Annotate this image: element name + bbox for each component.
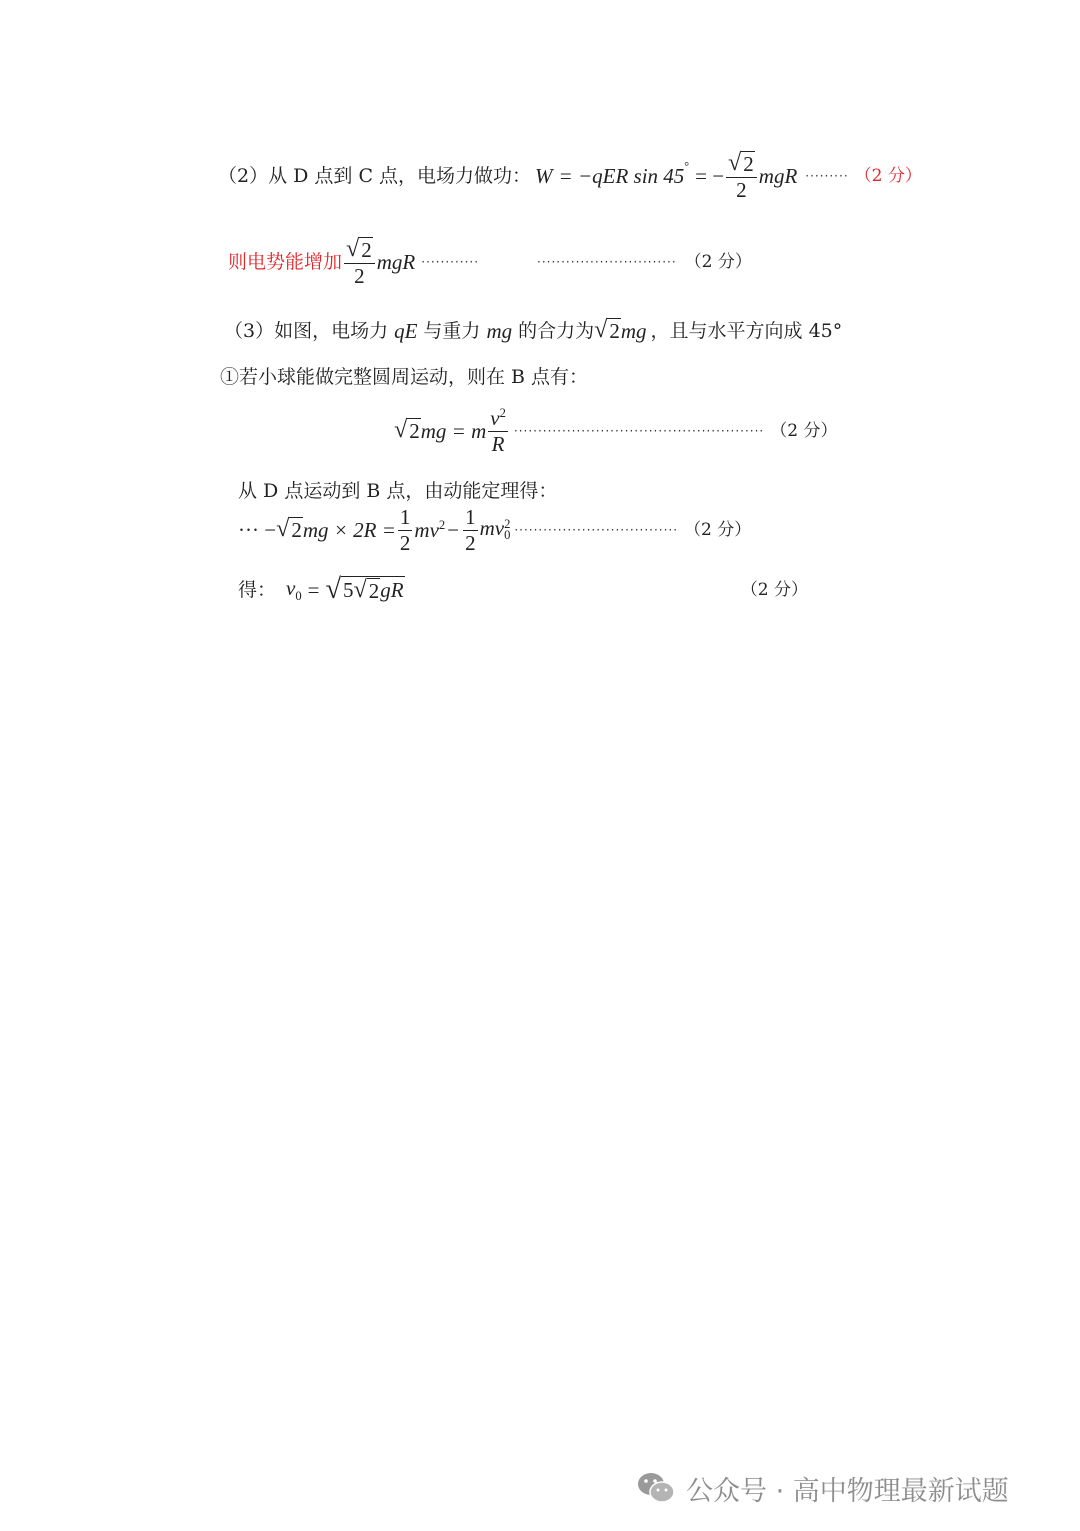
leader-dots: ············ [421,255,480,269]
sqrt-arg: 2 [361,237,372,262]
equation-lead: ··· − [238,517,277,542]
equation-at-B [394,402,837,460]
work-expression: = −qER sin 45 [558,163,685,188]
leader-dots: ····························· [537,255,677,269]
part2-intro: （2）从 D 点到 C 点，电场力做功： [218,164,532,187]
v2-over-R-fraction: $\frac{v^2}{R}$ [490,406,506,456]
minus-sign: − [447,517,460,542]
part3-line [224,316,842,346]
energy-equation [238,502,751,558]
leader-dots: ···················································· [513,424,765,438]
energy-intro-line [238,478,557,504]
energy-intro-text: 从 D 点运动到 B 点，由动能定理得： [238,479,558,502]
wechat-icon [636,1471,676,1505]
mg-term: mg [486,318,513,343]
leader-dots: ········· [805,169,849,183]
v0-symbol: $v_0$ [286,575,302,603]
score-label: （2 分） [684,519,752,540]
work-term: mg × 2R = [302,517,396,542]
score-label: （2 分） [770,420,838,441]
gR-term: gR [380,578,404,603]
result-label: 得： [238,578,277,601]
sqrt2-term: √ 2 [594,316,620,344]
coefficient-5: 5 [343,578,354,603]
equals-minus: = − [695,163,725,188]
kinetic-term: $mv^2$ [414,518,446,542]
centripetal-lhs: mg = m [420,418,487,443]
sqrt-arg: 2 [368,579,380,604]
half-fraction: $\frac{1}{2}$ [465,505,476,555]
potential-energy-line [228,232,752,292]
sqrt2-term: √ 2 [276,515,302,543]
initial-kinetic-term: mv 2 0 [479,516,511,543]
degree-sign: ° [684,159,690,173]
sqrt2-over-2-fraction: √ 2 2 [726,151,757,201]
qE-term: qE [394,318,418,343]
outer-sqrt: √ 5 √ 2 gR [325,573,404,605]
condition-line [220,364,588,390]
fraction-denominator: 2 [736,178,747,203]
score-label: （2 分） [684,251,752,272]
with-gravity-text: 与重力 [423,319,481,342]
leader-dots: ·································· [514,523,679,537]
mgR-term: mgR [376,249,416,274]
result-line [238,574,808,606]
watermark [636,1466,1009,1510]
watermark-text: 公众号 · 高中物理最新试题 [686,1475,1009,1507]
half-fraction: $\frac{1}{2}$ [399,505,411,555]
mg-term: mg [620,318,647,343]
fraction-denominator: 2 [354,264,365,289]
part2-line [218,146,922,206]
sqrt2-term: √ 2 [394,416,420,444]
equals-sign: = [307,577,320,602]
sqrt2-over-2-fraction: √ 2 2 [344,237,375,287]
condition-text: ①若小球能做完整圆周运动，则在 B 点有： [220,365,589,388]
part3-intro: （3）如图，电场力 [224,319,389,342]
angle-text: ，且与水平方向成 45° [650,319,843,342]
score-label: （2 分） [740,579,808,600]
score-label: （2 分） [854,165,922,186]
mgR-term: mgR [758,163,798,188]
work-symbol: W [535,163,553,188]
potential-energy-label: 则电势能增加 [228,250,343,273]
sqrt-arg: 2 [743,151,754,176]
resultant-text: 的合力为 [518,319,595,342]
